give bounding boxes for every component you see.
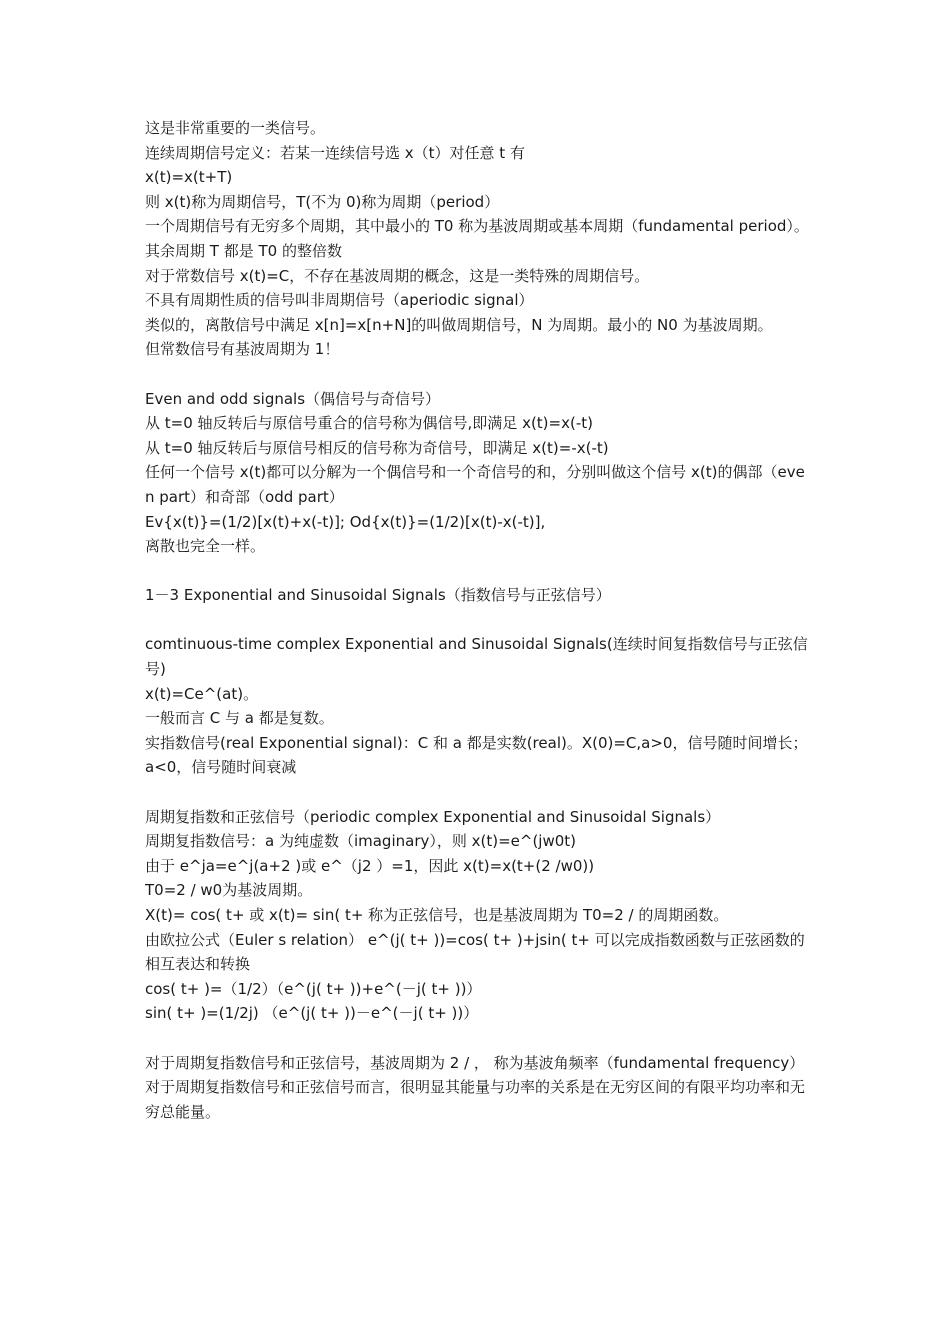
section-heading: Even and odd signals（偶信号与奇信号） (145, 389, 441, 408)
paragraph: 但常数信号有基波周期为 1！ (145, 340, 340, 359)
paragraph: 从 t=0 轴反转后与原信号重合的信号称为偶信号,即满足 x(t)=x(-t) (145, 414, 593, 433)
paragraph: X(t)= cos( t+ 或 x(t)= sin( t+ 称为正弦信号，也是基波周期为 T0=2 / 的周期函数。 (145, 906, 729, 924)
equation: x(t)=x(t+T) (145, 168, 233, 187)
paragraph: T0=2 / w0为基波周期。 (145, 881, 313, 900)
paragraph: 离散也完全一样。 (145, 537, 266, 556)
paragraph: 一般而言 C 与 a 都是复数。 (145, 709, 334, 728)
paragraph: 由于 e^ja=e^j(a+2 )或 e^（j2 ）=1，因此 x(t)=x(t+(2 /w0)) (145, 856, 595, 875)
equation: cos( t+ )=（1/2）（e^(j( t+ ))+e^(－j( t+ ))） (145, 979, 482, 998)
paragraph: 任何一个信号 x(t)都可以分解为一个偶信号和一个奇信号的和，分别叫做这个信号 x(t)的偶部（even part）和奇部（odd part） (145, 463, 805, 506)
paragraph: 周期复指数信号：a 为纯虚数（imaginary），则 x(t)=e^(jw0t) (145, 832, 577, 851)
paragraph: 对于周期复指数信号和正弦信号而言，很明显其能量与功率的关系是在无穷区间的有限平均功率和无穷总能量。 (145, 1078, 806, 1121)
subsection-heading: 周期复指数和正弦信号（periodic complex Exponential and Sinusoidal Signals） (145, 807, 721, 826)
paragraph: 对于常数信号 x(t)=C，不存在基波周期的概念，这是一类特殊的周期信号。 (145, 266, 650, 285)
paragraph: 实指数信号(real Exponential signal)：C 和 a 都是实数(real)。X(0)=C,a>0，信号随时间增长；a<0，信号随时间衰减 (145, 733, 808, 777)
blank-line (145, 559, 810, 584)
paragraph: 连续周期信号定义：若某一连续信号选 x（t）对任意 t 有 (145, 143, 525, 162)
paragraph: 一个周期信号有无穷多个周期，其中最小的 T0 称为基波周期或基本周期（fundamental period）。其余周期 T 都是 T0 的整倍数 (145, 217, 809, 260)
paragraph: 对于周期复指数信号和正弦信号，基波周期为 2 / ， 称为基波角频率（fundamental frequency） (145, 1053, 805, 1072)
paragraph: 从 t=0 轴反转后与原信号相反的信号称为奇信号，即满足 x(t)=-x(-t) (145, 438, 609, 457)
paragraph: 类似的，离散信号中满足 x[n]=x[n+N]的叫做周期信号，N 为周期。最小的 N0 为基波周期。 (145, 315, 773, 334)
blank-line (145, 780, 810, 805)
subsection-heading: comtinuous-time complex Exponential and Sinusoidal Signals(连续时间复指数信号与正弦信号) (145, 635, 808, 679)
paragraph: 由欧拉公式（Euler s relation） e^(j( t+ ))=cos( t+ )+jsin( t+ 可以完成指数函数与正弦函数的相互表达和转换 (145, 930, 805, 974)
blank-line (145, 1026, 810, 1051)
section-heading: 1－3 Exponential and Sinusoidal Signals（指数信号与正弦信号） (145, 586, 611, 605)
equation: x(t)=Ce^(at)。 (145, 684, 259, 703)
document-body (145, 116, 810, 1124)
equation: Ev{x(t)}=(1/2)[x(t)+x(-t)]; Od{x(t)}=(1/2)[x(t)-x(-t)], (145, 512, 546, 531)
paragraph: 不具有周期性质的信号叫非周期信号（aperiodic signal） (145, 291, 534, 310)
equation: sin( t+ )=(1/2j) （e^(j( t+ ))－e^(－j( t+ ))） (145, 1004, 479, 1023)
blank-line (145, 608, 810, 633)
paragraph: 这是非常重要的一类信号。 (145, 119, 326, 137)
blank-line (145, 362, 810, 387)
paragraph: 则 x(t)称为周期信号，T(不为 0)称为周期（period） (145, 192, 500, 211)
